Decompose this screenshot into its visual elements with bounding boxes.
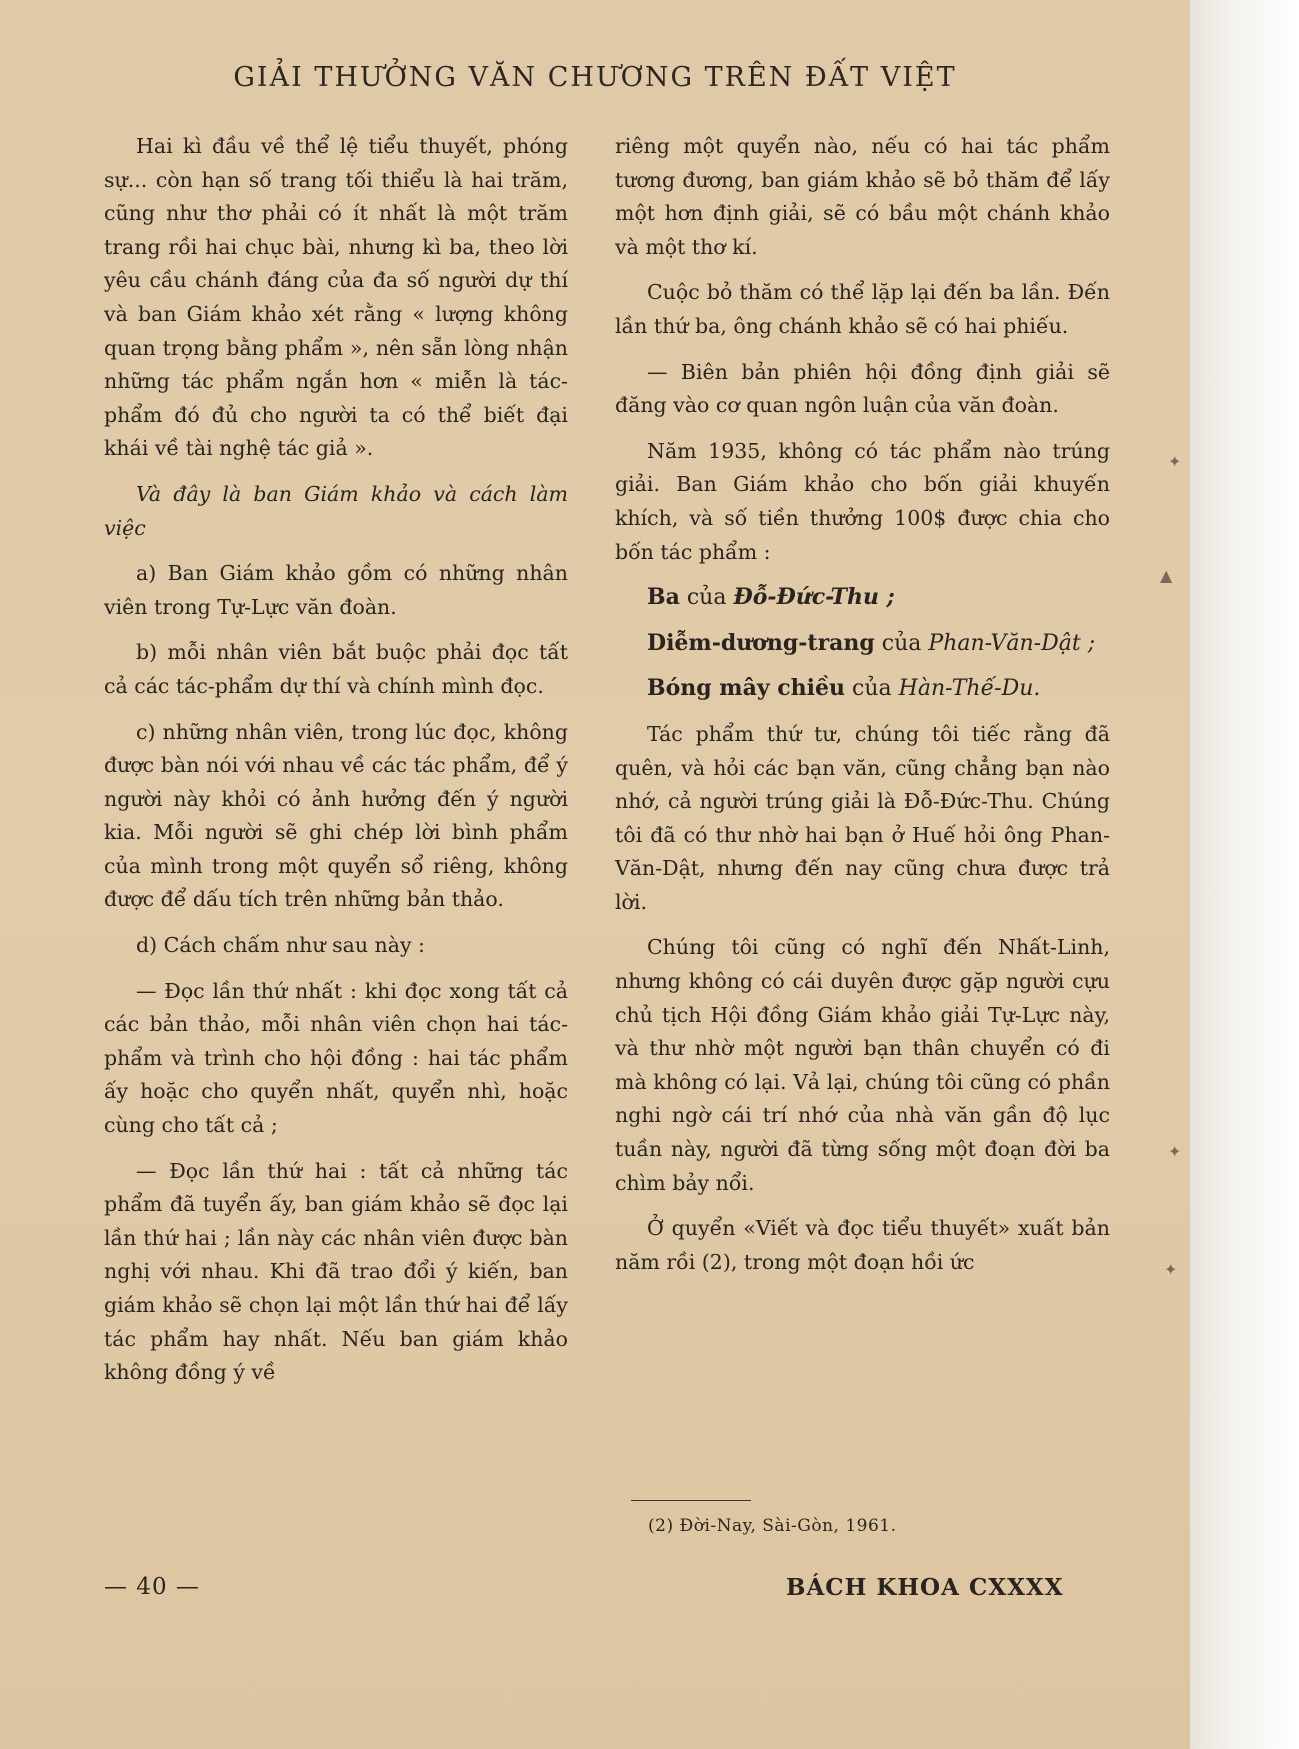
award-entry xyxy=(615,627,1110,661)
paragraph: Ở quyển «Viết và đọc tiểu thuyết» xuất bản năm rồi (2), trong một đoạn hồi ức xyxy=(615,1216,1110,1274)
paragraph: — Đọc lần thứ nhất : khi đọc xong tất cả các bản thảo, mỗi nhân viên chọn hai tác-phẩm và trình cho hội đồng : hai tác phẩm ấy hoặc cho quyển nhất, quyển nhì, hoặc cùng cho tất cả ; xyxy=(104,978,568,1138)
paragraph: Hai kì đầu về thể lệ tiểu thuyết, phóng sự... còn hạn số trang tối thiểu là hai trăm, cũng như thơ phải có ít nhất là một trăm trang rồi hai chục bài, nhưng kì ba, theo lời yêu cầu chánh đáng của đa số người dự thí và ban Giám khảo xét rằng « lượng không quan trọng bằng phẩm », nên sẵn lòng nhận những tác phẩm ngắn hơn « miễn là tác-phẩm đó đủ cho người ta có thể biết đại khái về tài nghệ tác giả ». xyxy=(104,134,568,461)
paragraph: Tác phẩm thứ tư, chúng tôi tiếc rằng đã quên, và hỏi các bạn văn, cũng chẳng bạn nào nhớ, cả người trúng giải là Đỗ-Đức-Thu. Chúng tôi đã có thư nhờ hai bạn ở Huế hỏi ông Phan-Văn-Dật, nhưng đến nay cũng chưa được trả lời. xyxy=(615,721,1110,914)
right-column xyxy=(615,130,1110,1291)
paragraph: Chúng tôi cũng có nghĩ đến Nhất-Linh, nhưng không có cái duyên được gặp người cựu chủ tịch Hội đồng Giám khảo giải Tự-Lực này, và thư nhờ một người bạn thân chuyển có đi mà không có lại. Vả lại, chúng tôi cũng có phần nghi ngờ cái trí nhớ của nhà văn gần độ lục tuần này, người đã từng sống một đoạn đời ba chìm bảy nổi. xyxy=(615,935,1110,1195)
award-entry xyxy=(615,581,1110,615)
award-author: Đỗ-Đức-Thu ; xyxy=(733,584,895,611)
journal-name: BÁCH KHOA CXXXX xyxy=(786,1574,1064,1601)
left-column xyxy=(104,130,568,1402)
award-of: của xyxy=(881,630,922,656)
scan-margin xyxy=(1190,0,1299,1749)
list-item-a: a) Ban Giám khảo gồm có những nhân viên trong Tự-Lực văn đoàn. xyxy=(104,561,568,619)
margin-mark: ▲ xyxy=(1160,566,1173,585)
margin-mark: ✦ xyxy=(1168,1142,1182,1161)
margin-mark: ✦ xyxy=(1168,452,1182,471)
footnote-divider xyxy=(631,1500,751,1501)
award-author: Hàn-Thế-Du. xyxy=(898,676,1041,702)
footnote: (2) Đời-Nay, Sài-Gòn, 1961. xyxy=(648,1516,897,1536)
award-entry xyxy=(615,672,1110,706)
paragraph: — Đọc lần thứ hai : tất cả những tác phẩm đã tuyển ấy, ban giám khảo sẽ đọc lại lần thứ hai ; lần này các nhân viên được bàn nghị với nhau. Khi đã trao đổi ý kiến, ban giám khảo sẽ chọn lại một lần thứ hai để lấy tác phẩm hay nhất. Nếu ban giám khảo không đồng ý về xyxy=(104,1158,568,1385)
margin-mark: ✦ xyxy=(1164,1260,1178,1279)
running-header: GIẢI THƯỞNG VĂN CHƯƠNG TRÊN ĐẤT VIỆT xyxy=(233,62,957,93)
paragraph: Năm 1935, không có tác phẩm nào trúng giải. Ban Giám khảo cho bốn giải khuyến khích, và số tiền thưởng 100$ được chia cho bốn tác phẩm : xyxy=(615,438,1110,564)
paragraph: riêng một quyển nào, nếu có hai tác phẩm tương đương, ban giám khảo sẽ bỏ thăm để lấy một hơn định giải, sẽ có bầu một chánh khảo và một thơ kí. xyxy=(615,134,1110,259)
list-item-d: d) Cách chấm như sau này : xyxy=(136,933,425,958)
list-item-c: c) những nhân viên, trong lúc đọc, không được bàn nói với nhau về các tác phẩm, để ý người này khỏi có ảnh hưởng đến ý người kia. Mỗi người sẽ ghi chép lời bình phẩm của mình trong một quyển sổ riêng, không được để dấu tích trên những bản thảo. xyxy=(104,719,568,912)
award-of: của xyxy=(686,585,727,611)
award-title: Bóng mây chiều xyxy=(647,675,846,702)
award-title: Diễm-dương-trang xyxy=(647,629,875,656)
section-heading: Và đây là ban Giám khảo và cách làm việc xyxy=(104,481,568,540)
list-item-b: b) mỗi nhân viên bắt buộc phải đọc tất cả các tác-phẩm dự thí và chính mình đọc. xyxy=(104,640,568,698)
paragraph: Cuộc bỏ thăm có thể lặp lại đến ba lần. Đến lần thứ ba, ông chánh khảo sẽ có hai phiếu. xyxy=(615,280,1110,338)
paragraph: — Biên bản phiên hội đồng định giải sẽ đăng vào cơ quan ngôn luận của văn đoàn. xyxy=(615,359,1110,418)
award-author: Phan-Văn-Dật ; xyxy=(928,630,1096,656)
award-of: của xyxy=(852,676,892,702)
page-number: — 40 — xyxy=(104,1574,200,1600)
award-title: Ba xyxy=(647,584,680,611)
